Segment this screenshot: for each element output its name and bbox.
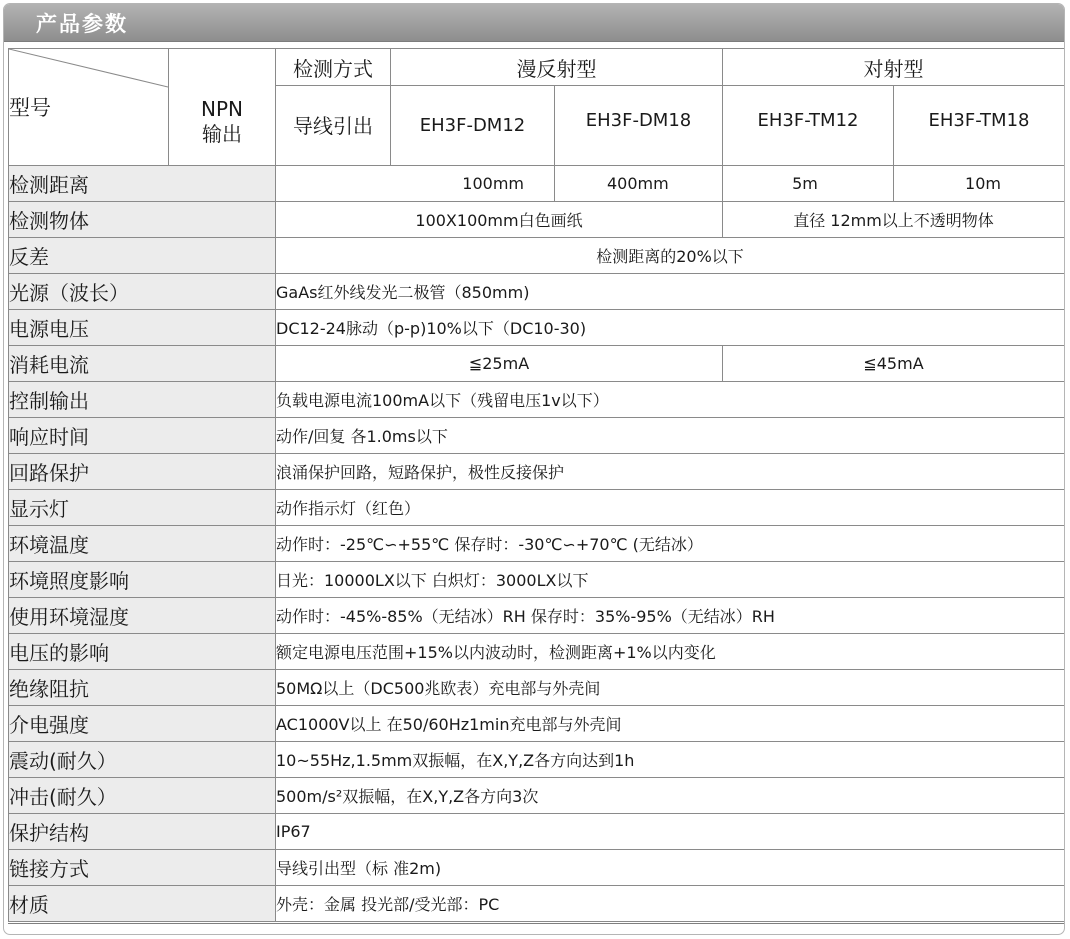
spec-row [9,382,1065,418]
model-label: 型号 [9,96,51,120]
spec-row-value: 日光：10000LX以下 白炽灯：3000LX以下 [276,562,1065,598]
spec-row-label: 控制输出 [9,382,276,418]
spec-row [9,202,1065,238]
spec-row-label: 链接方式 [9,850,276,886]
spec-row [9,454,1065,490]
spec-row [9,526,1065,562]
spec-row [9,634,1065,670]
spec-row [9,166,1065,202]
spec-row-value: ≦25mA [276,346,723,382]
spec-row-value: AC1000V以上 在50/60Hz1min充电部与外壳间 [276,706,1065,742]
spec-row-value: 500m/s²双振幅，在X,Y,Z各方向3次 [276,778,1065,814]
spec-row-label: 环境温度 [9,526,276,562]
spec-row [9,598,1065,634]
spec-row [9,418,1065,454]
spec-row-value: 外壳：金属 投光部/受光部：PC [276,886,1065,922]
spec-row-value: IP67 [276,814,1065,850]
spec-row-label: 使用环境湿度 [9,598,276,634]
spec-row [9,670,1065,706]
title-bar [4,4,1064,42]
spec-row-label: 消耗电流 [9,346,276,382]
spec-row-label: 绝缘阻抗 [9,670,276,706]
spec-row-value: 100X100mm白色画纸 [276,202,723,238]
spec-row-value: 400mm [555,166,723,202]
model-header-cell [9,49,169,166]
spec-row-label: 环境照度影响 [9,562,276,598]
model-tm18: EH3F-TM18 [894,86,1065,166]
spec-table [8,48,1065,922]
spec-row-label: 保护结构 [9,814,276,850]
diagonal-divider [9,49,168,165]
spec-row [9,310,1065,346]
spec-row-label: 光源（波长） [9,274,276,310]
spec-row [9,238,1065,274]
spec-row-value: 10m [894,166,1065,202]
model-tm12: EH3F-TM12 [723,86,894,166]
npn-header-cell [169,49,276,166]
product-spec-panel [3,3,1065,935]
spec-row-value: 导线引出型（标 准2m) [276,850,1065,886]
spec-row [9,274,1065,310]
spec-row [9,490,1065,526]
spec-row-value: 100mm [276,166,555,202]
spec-row-label: 电源电压 [9,310,276,346]
npn-label-line2: 输出 [201,122,242,146]
spec-row-label: 回路保护 [9,454,276,490]
spec-row-value: 动作/回复 各1.0ms以下 [276,418,1065,454]
spec-row-value: 10~55Hz,1.5mm双振幅，在X,Y,Z各方向达到1h [276,742,1065,778]
spec-row [9,850,1065,886]
spec-table-wrapper [8,48,1064,924]
spec-row-value: 负载电源电流100mA以下（残留电压1v以下） [276,382,1065,418]
header-row-1 [9,49,1065,86]
model-dm12: EH3F-DM12 [391,86,555,166]
model-dm18: EH3F-DM18 [555,86,723,166]
spec-row [9,562,1065,598]
spec-row-label: 介电强度 [9,706,276,742]
spec-row-label: 显示灯 [9,490,276,526]
spec-row-value: GaAs红外线发光二极管（850mm) [276,274,1065,310]
panel-title: 产品参数 [36,12,128,36]
spec-row-label: 冲击(耐久） [9,778,276,814]
spec-row-label: 电压的影响 [9,634,276,670]
spec-row-value: 检测距离的20%以下 [276,238,1065,274]
detect-method-header: 检测方式 [276,49,391,86]
spec-row-value: ≦45mA [723,346,1065,382]
wire-output-header: 导线引出 [276,86,391,166]
spec-row-label: 检测距离 [9,166,276,202]
npn-label-line1: NPN [201,97,243,121]
thru-beam-type-header: 对射型 [723,49,1065,86]
spec-row-value: 浪涌保护回路，短路保护，极性反接保护 [276,454,1065,490]
spec-row [9,814,1065,850]
spec-row-label: 材质 [9,886,276,922]
spec-row-label: 震动(耐久） [9,742,276,778]
spec-row [9,346,1065,382]
spec-row-value: 动作时：-25℃∽+55℃ 保存时：-30℃∽+70℃ (无结冰） [276,526,1065,562]
diffuse-type-header: 漫反射型 [391,49,723,86]
spec-row [9,886,1065,922]
spec-row [9,742,1065,778]
spec-row-value: 动作时：-45%-85%（无结冰）RH 保存时：35%-95%（无结冰）RH [276,598,1065,634]
spec-row [9,706,1065,742]
spec-row-value: 动作指示灯（红色） [276,490,1065,526]
spec-row-value: 50MΩ以上（DC500兆欧表）充电部与外壳间 [276,670,1065,706]
spec-row-label: 检测物体 [9,202,276,238]
spec-row-label: 响应时间 [9,418,276,454]
spec-row-value: 直径 12mm以上不透明物体 [723,202,1065,238]
spec-row [9,778,1065,814]
spec-row-label: 反差 [9,238,276,274]
spec-row-value: 额定电源电压范围+15%以内波动时，检测距离+1%以内变化 [276,634,1065,670]
spec-row-value: DC12-24脉动（p-p)10%以下（DC10-30) [276,310,1065,346]
spec-row-value: 5m [723,166,894,202]
